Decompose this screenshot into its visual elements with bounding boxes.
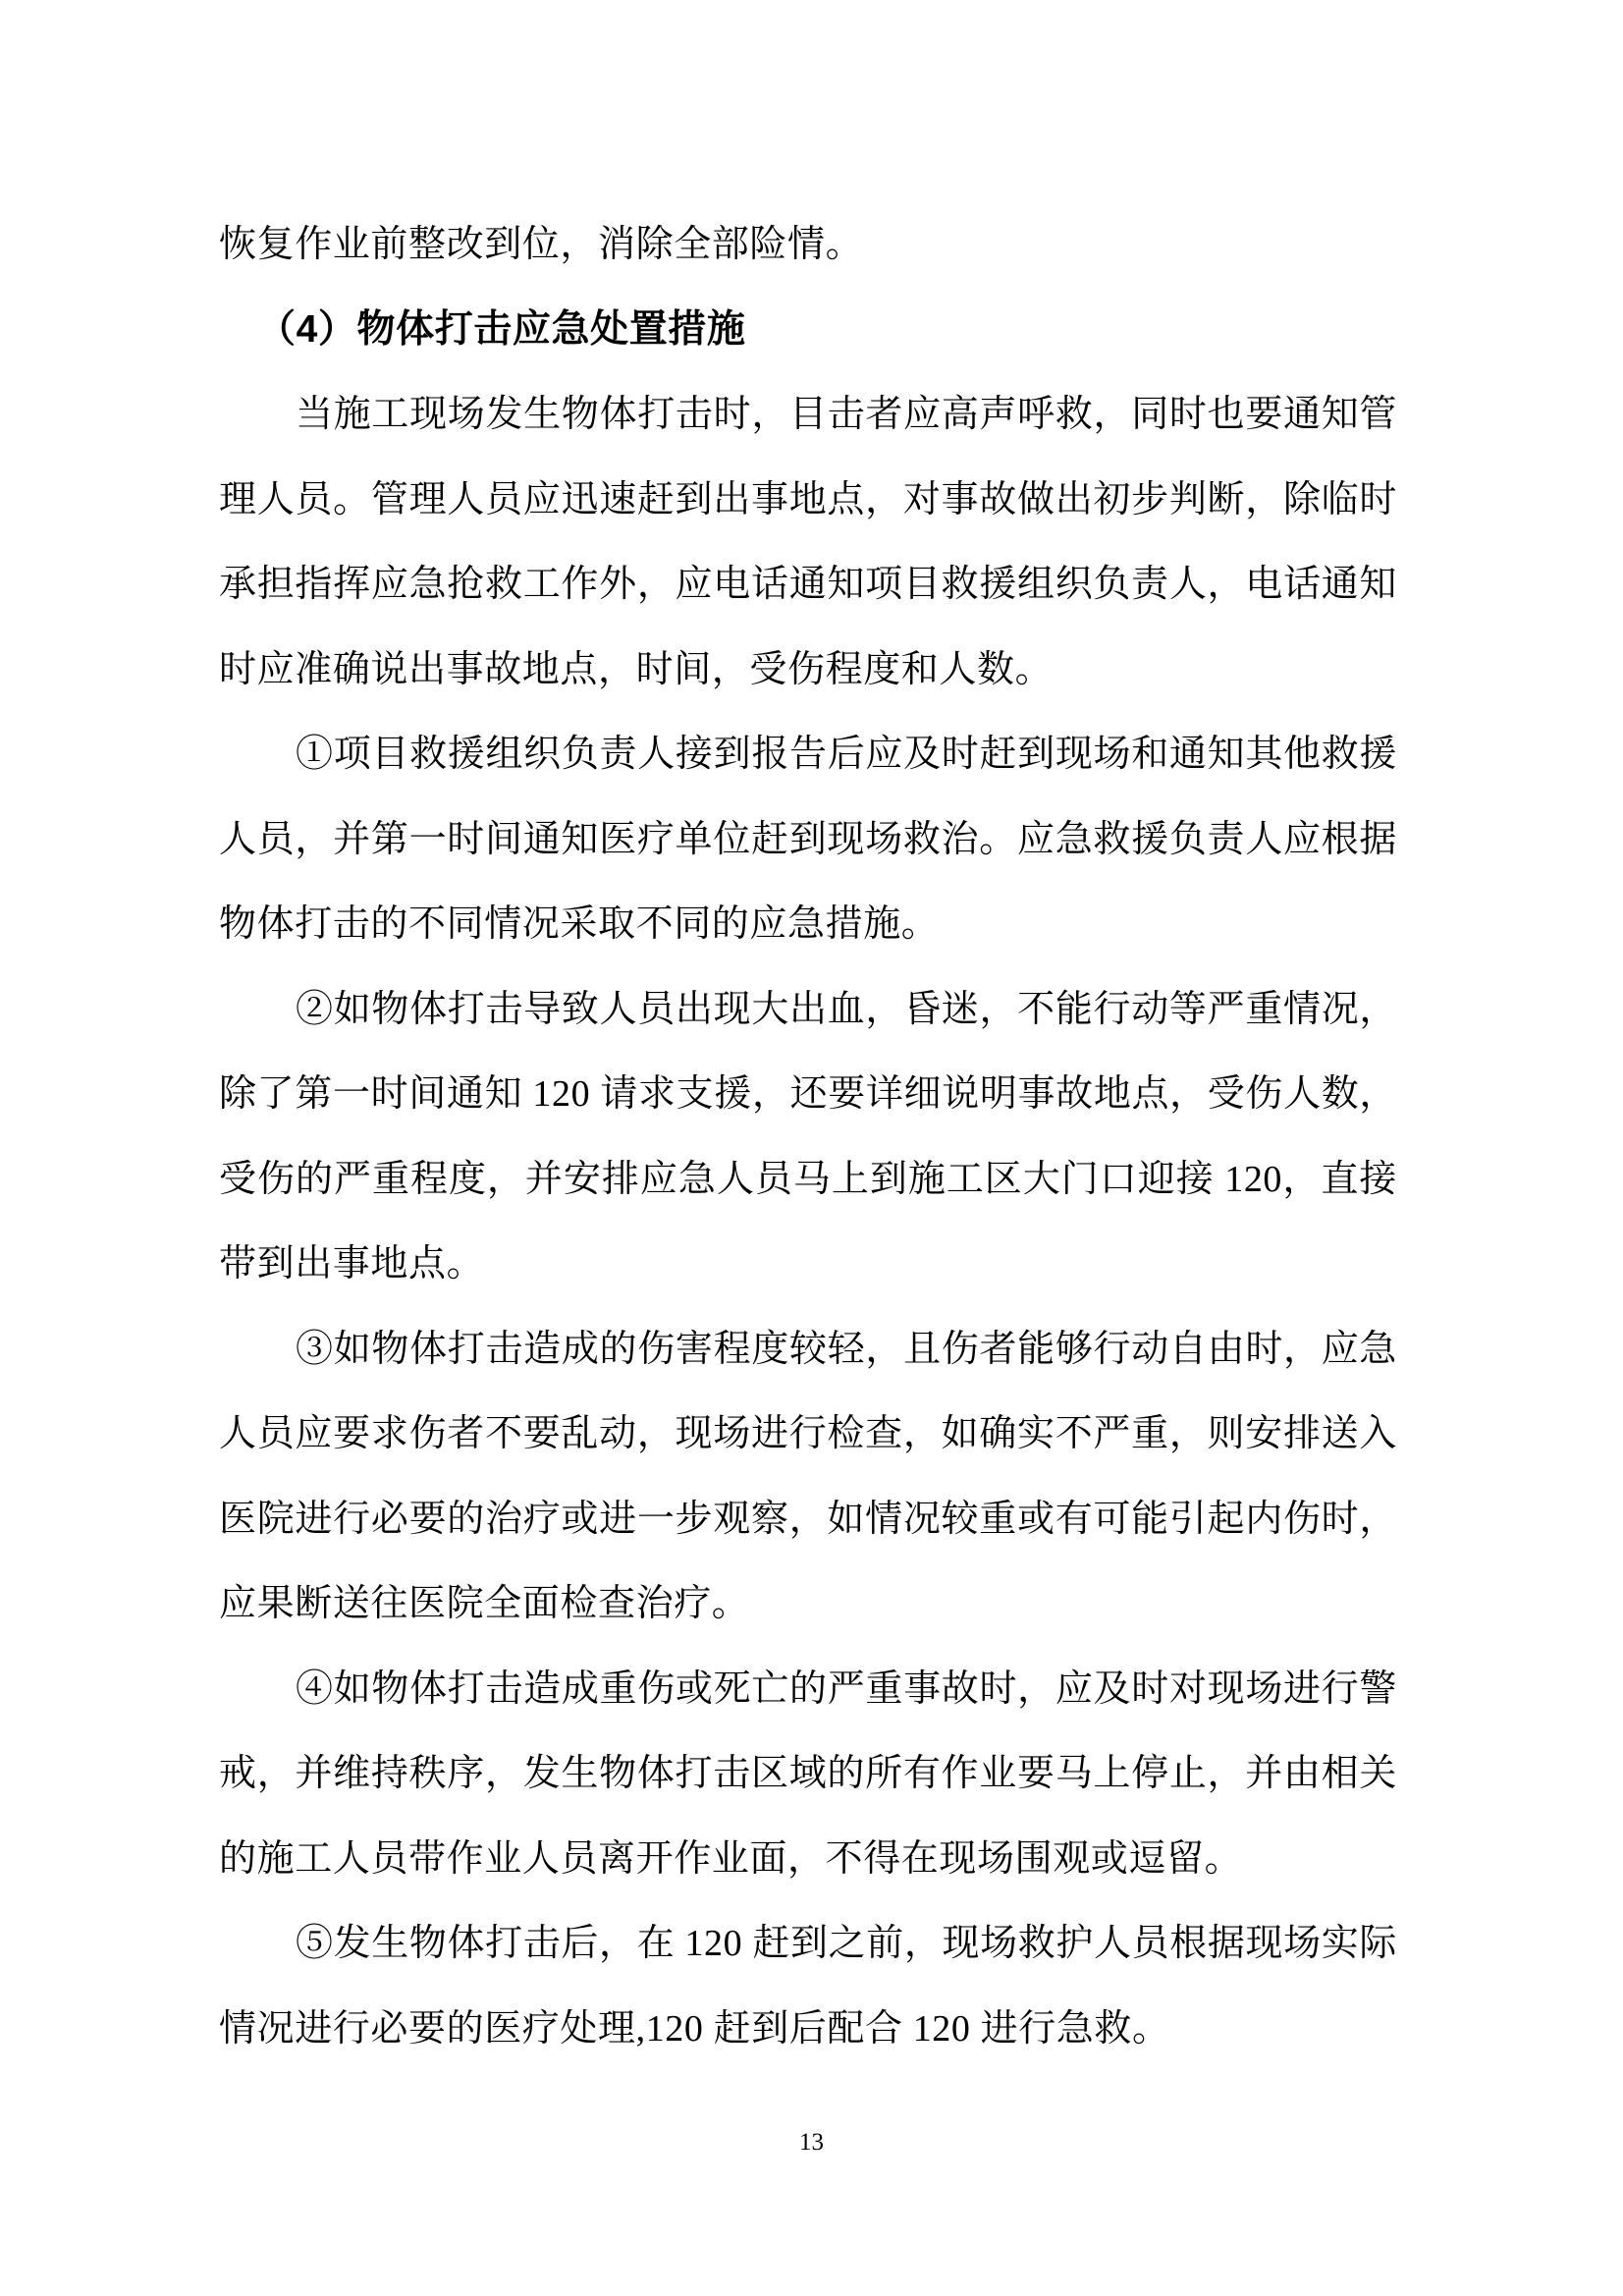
paragraph-step-2: ②如物体打击导致人员出现大出血，昏迷，不能行动等严重情况，除了第一时间通知 120 请求支援，还要详细说明事故地点，受伤人数，受伤的严重程度，并安排应急人员马上到施工区大门口迎接 120，直接带到出事地点。 bbox=[219, 988, 1397, 1285]
page-number: 13 bbox=[799, 2129, 824, 2156]
page-footer bbox=[0, 2123, 1623, 2162]
paragraph-intro: 当施工现场发生物体打击时，目击者应高声呼救，同时也要通知管理人员。管理人员应迅速赶到出事地点，对事故做出初步判断，除临时承担指挥应急抢救工作外，应电话通知项目救援组织负责人，电话通知时应准确说出事故地点，时间，受伤程度和人数。 bbox=[219, 394, 1397, 690]
paragraph-step-5: ⑤发生物体打击后，在 120 赶到之前，现场救护人员根据现场实际情况进行必要的医疗处理,120 赶到后配合 120 进行急救。 bbox=[219, 1923, 1397, 2050]
paragraph-step-4: ④如物体打击造成重伤或死亡的严重事故时，应及时对现场进行警戒，并维持秩序，发生物体打击区域的所有作业要马上停止，并由相关的施工人员带作业人员离开作业面，不得在现场围观或逗留。 bbox=[219, 1667, 1397, 1880]
paragraph-step-3: ③如物体打击造成的伤害程度较轻，且伤者能够行动自由时，应急人员应要求伤者不要乱动，现场进行检查，如确实不严重，则安排送入医院进行必要的治疗或进一步观察，如情况较重或有可能引起内伤时，应果断送往医院全面检查治疗。 bbox=[219, 1328, 1397, 1624]
paragraph-step-1: ①项目救援组织负责人接到报告后应及时赶到现场和通知其他救援人员，并第一时间通知医疗单位赶到现场救治。应急救援负责人应根据物体打击的不同情况采取不同的应急措施。 bbox=[219, 734, 1397, 945]
page-body bbox=[219, 202, 1397, 2071]
heading-section-4: （4）物体打击应急处置措施 bbox=[257, 307, 746, 351]
paragraph-recovery-continuation: 恢复作业前整改到位，消除全部险情。 bbox=[219, 224, 864, 265]
